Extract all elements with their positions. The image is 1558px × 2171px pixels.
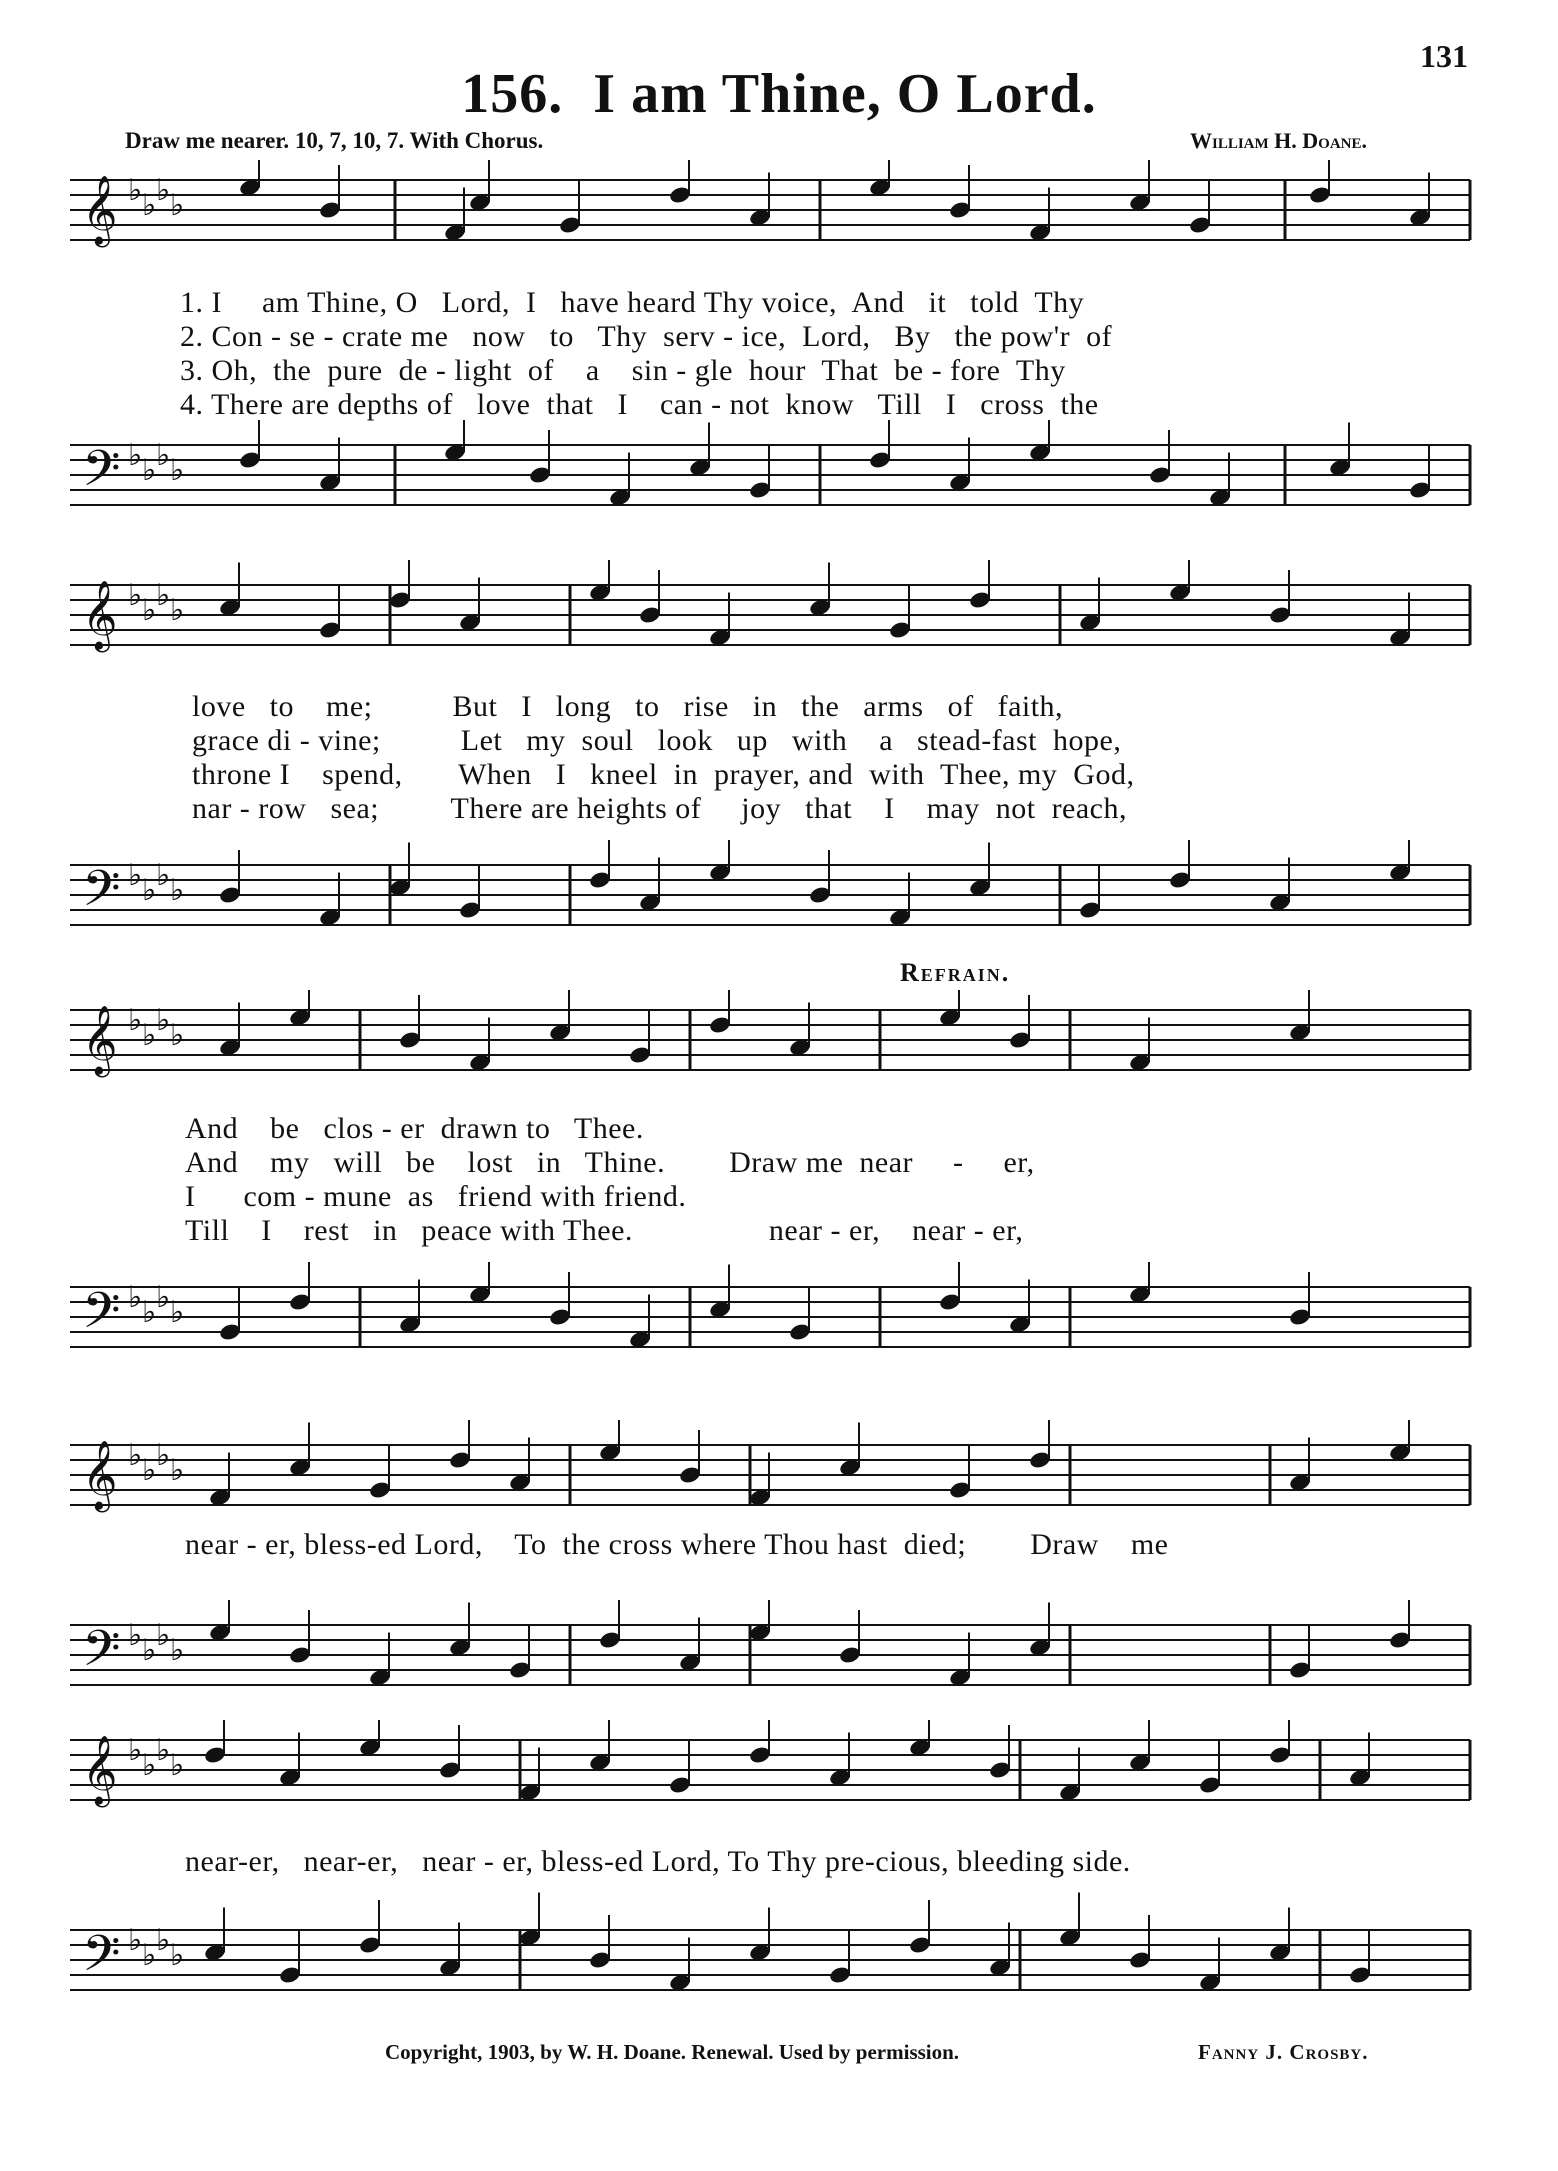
- refrain-label: Refrain.: [900, 958, 1011, 987]
- copyright-notice: Copyright, 1903, by W. H. Doane. Renewal. Used by permission.: [385, 2040, 960, 2064]
- flat-icon: ♭: [128, 1438, 143, 1473]
- lyric-line: And be clos - er drawn to Thee.: [185, 1112, 644, 1145]
- staff-system-2-bass: [0, 840, 1558, 950]
- lyric-line: grace di - vine; Let my soul look up with a stead-fast hope,: [192, 724, 1122, 757]
- flat-icon: ♭: [170, 873, 185, 908]
- bass-clef-icon: 𝄢: [82, 860, 121, 930]
- flat-icon: ♭: [156, 1923, 171, 1958]
- flat-icon: ♭: [156, 578, 171, 613]
- hymn-number: 156.: [461, 63, 564, 125]
- flat-icon: ♭: [156, 1733, 171, 1768]
- flat-icon: ♭: [128, 578, 143, 613]
- lyric-line: 2. Con - se - crate me now to Thy serv - ice, Lord, By the pow'r of: [180, 320, 1113, 353]
- bass-clef-icon: 𝄢: [82, 440, 121, 510]
- lyric-line: near - er, bless-ed Lord, To the cross where Thou hast died; Draw me: [185, 1528, 1169, 1561]
- staff-system-4: [0, 1420, 1558, 1540]
- flat-icon: ♭: [142, 873, 157, 908]
- bass-clef-icon: 𝄢: [82, 1925, 121, 1995]
- staff-system-5-bass: [0, 1890, 1558, 2030]
- flat-icon: ♭: [128, 173, 143, 208]
- treble-clef-icon: 𝄞: [82, 1735, 118, 1805]
- treble-clef-icon: 𝄞: [82, 1440, 118, 1510]
- flat-icon: ♭: [128, 1733, 143, 1768]
- hymn-title-line: [0, 62, 1558, 126]
- staff-system-2: [0, 560, 1558, 690]
- staff-system-1-bass: [0, 420, 1558, 540]
- flat-icon: ♭: [170, 1018, 185, 1053]
- lyric-line: 4. There are depths of love that I can - not know Till I cross the: [180, 388, 1099, 421]
- flat-icon: ♭: [128, 1618, 143, 1653]
- lyric-line: Till I rest in peace with Thee. near - er, near - er,: [185, 1214, 1024, 1247]
- treble-clef-icon: 𝄞: [82, 1005, 118, 1075]
- hymn-title: I am Thine, O Lord.: [593, 63, 1097, 125]
- tune-info: Draw me nearer. 10, 7, 10, 7. With Chorus.: [125, 128, 544, 153]
- staff-system-5: [0, 1720, 1558, 1850]
- flat-icon: ♭: [128, 858, 143, 893]
- flat-icon: ♭: [142, 593, 157, 628]
- lyric-line: And my will be lost in Thine. Draw me near - er,: [185, 1146, 1035, 1179]
- composer: William H. Doane.: [1190, 128, 1368, 153]
- page-number: 131: [1420, 38, 1468, 74]
- lyric-line: nar - row sea; There are heights of joy that I may not reach,: [192, 792, 1127, 825]
- staff-system-3-bass: [0, 1262, 1558, 1372]
- flat-icon: ♭: [142, 1748, 157, 1783]
- bass-clef-icon: 𝄢: [82, 1282, 121, 1352]
- flat-icon: ♭: [156, 1003, 171, 1038]
- flat-icon: ♭: [156, 1438, 171, 1473]
- flat-icon: ♭: [170, 1633, 185, 1668]
- lyricist: Fanny J. Crosby.: [1198, 2040, 1369, 2064]
- flat-icon: ♭: [142, 1633, 157, 1668]
- staff-system-4-bass: [0, 1600, 1558, 1710]
- bass-clef-icon: 𝄢: [82, 1620, 121, 1690]
- flat-icon: ♭: [156, 173, 171, 208]
- treble-clef-icon: 𝄞: [82, 580, 118, 650]
- flat-icon: ♭: [156, 1280, 171, 1315]
- flat-icon: ♭: [128, 1923, 143, 1958]
- lyric-line: 1. I am Thine, O Lord, I have heard Thy voice, And it told Thy: [180, 286, 1085, 319]
- flat-icon: ♭: [170, 188, 185, 223]
- staff-system-3: [0, 990, 1558, 1110]
- flat-icon: ♭: [156, 858, 171, 893]
- flat-icon: ♭: [170, 1295, 185, 1330]
- flat-icon: ♭: [142, 1018, 157, 1053]
- flat-icon: ♭: [142, 1295, 157, 1330]
- flat-icon: ♭: [156, 438, 171, 473]
- flat-icon: ♭: [142, 188, 157, 223]
- flat-icon: ♭: [128, 1003, 143, 1038]
- lyric-line: 3. Oh, the pure de - light of a sin - gle hour That be - fore Thy: [180, 354, 1066, 387]
- flat-icon: ♭: [128, 438, 143, 473]
- flat-icon: ♭: [170, 1748, 185, 1783]
- lyric-line: love to me; But I long to rise in the arms of faith,: [192, 690, 1064, 723]
- flat-icon: ♭: [156, 1618, 171, 1653]
- flat-icon: ♭: [170, 593, 185, 628]
- flat-icon: ♭: [142, 1453, 157, 1488]
- flat-icon: ♭: [142, 1938, 157, 1973]
- flat-icon: ♭: [128, 1280, 143, 1315]
- lyric-line: near-er, near-er, near - er, bless-ed Lord, To Thy pre-cious, bleeding side.: [185, 1845, 1131, 1878]
- treble-clef-icon: 𝄞: [82, 175, 118, 245]
- flat-icon: ♭: [170, 1453, 185, 1488]
- flat-icon: ♭: [170, 1938, 185, 1973]
- flat-icon: ♭: [142, 453, 157, 488]
- lyric-line: throne I spend, When I kneel in prayer, and with Thee, my God,: [192, 758, 1135, 791]
- lyric-line: I com - mune as friend with friend.: [185, 1180, 687, 1213]
- flat-icon: ♭: [170, 453, 185, 488]
